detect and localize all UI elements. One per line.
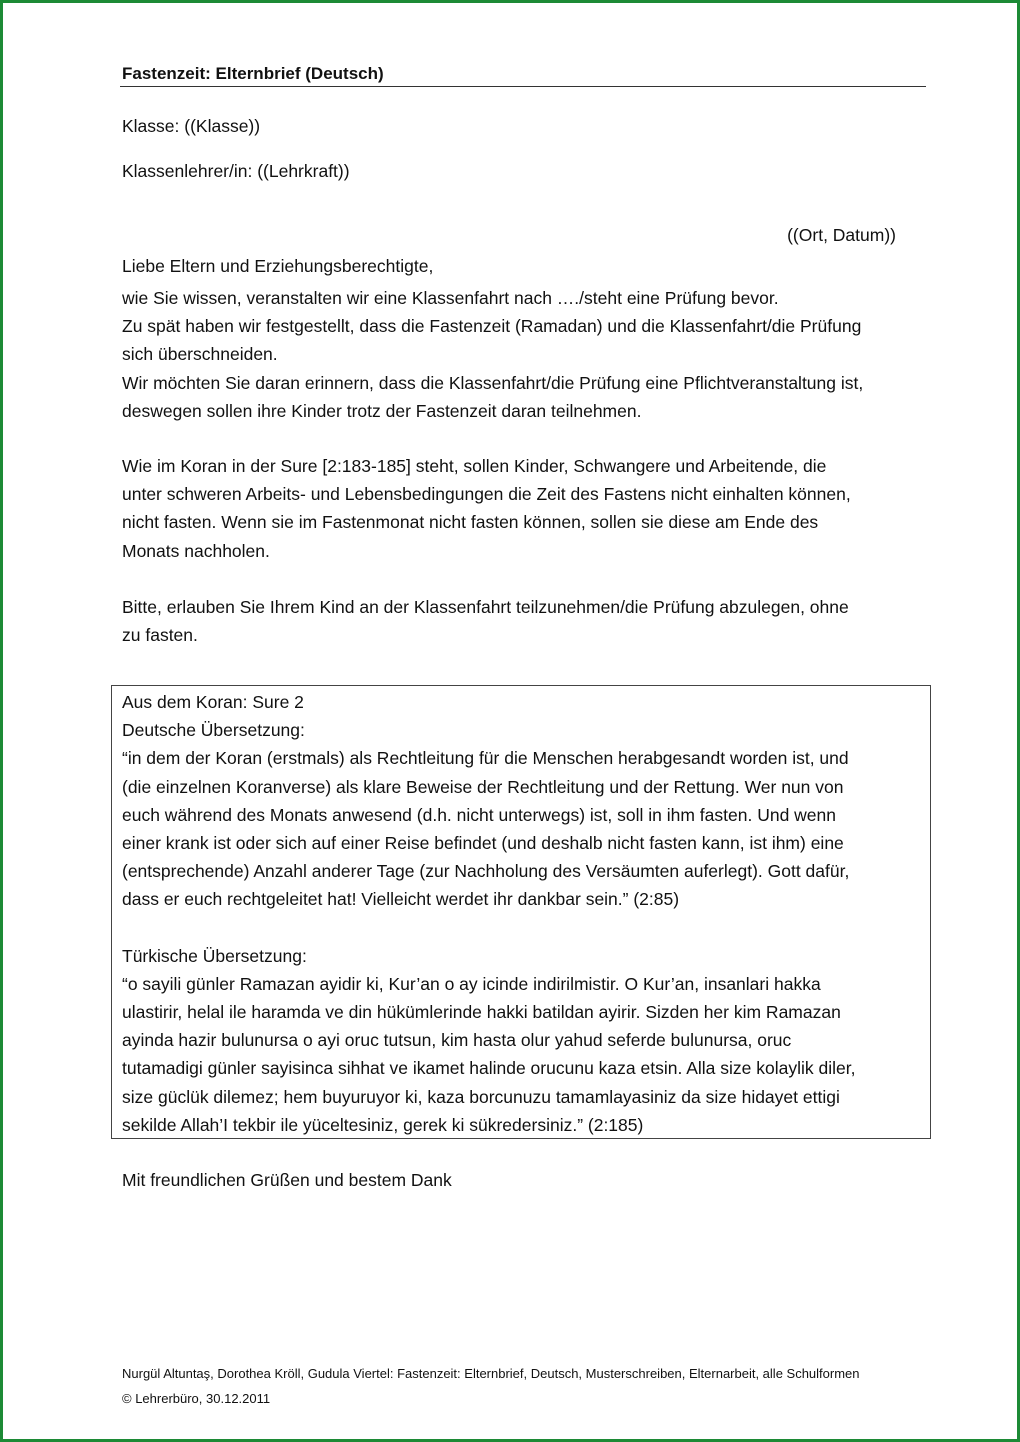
text-line: Monats nachholen.: [122, 540, 270, 561]
text-line: zu fasten.: [122, 625, 198, 646]
quote-heading: Aus dem Koran: Sure 2: [122, 692, 304, 712]
text-line: Bitte, erlauben Sie Ihrem Kind an der Klassenfahrt teilzunehmen/die Prüfung abzulegen, ohne: [122, 597, 849, 617]
spacer: [122, 914, 922, 942]
title-divider: [120, 86, 926, 87]
text-line: (entsprechende) Anzahl anderer Tage (zur Nachholung des Versäumten auferlegt). Gott dafür,: [122, 861, 850, 882]
text-line: einer krank ist oder sich auf einer Reise befindet (und deshalb nicht fasten kann, ist ihm) eine: [122, 833, 844, 854]
paragraph-1: [122, 284, 932, 425]
text-line: wie Sie wissen, veranstalten wir eine Klassenfahrt nach …./steht eine Prüfung bevor.: [122, 288, 779, 308]
text-line: ulastirir, helal ile haramda ve din hükümlerinde hakki batildan ayirir. Sizden her kim Ramazan: [122, 1002, 841, 1023]
text-line: unter schweren Arbeits- und Lebensbedingungen die Zeit des Fastens nicht einhalten können,: [122, 484, 851, 505]
turkish-translation-label: Türkische Übersetzung:: [122, 945, 307, 966]
paragraph-3: [122, 593, 932, 649]
class-field: Klasse: ((Klasse)): [122, 116, 261, 136]
text-line: deswegen sollen ihre Kinder trotz der Fastenzeit daran teilnehmen.: [122, 400, 642, 421]
paragraph-2: [122, 452, 932, 565]
text-line: tutamadigi günler sayisinca sihhat ve ikamet halinde orucunu kaza etsin. Alla size kolaylik diler,: [122, 1058, 856, 1079]
text-line: size güclük dilemez; hem buyuruyor ki, kaza borcunuzu tamamlayasiniz da size hidayet ettigi: [122, 1086, 840, 1107]
text-line: euch während des Monats anwesend (d.h. nicht unterwegs) ist, soll in ihm fasten. Und wenn: [122, 804, 836, 825]
text-line: “o sayili günler Ramazan ayidir ki, Kur’an o ay icinde indirilmistir. O Kur’an, insanlari hakka: [122, 973, 821, 994]
text-line: Zu spät haben wir festgestellt, dass die Fastenzeit (Ramadan) und die Klassenfahrt/die Prüfung: [122, 316, 862, 337]
german-translation-label: Deutsche Übersetzung:: [122, 720, 305, 741]
text-line: Wir möchten Sie daran erinnern, dass die Klassenfahrt/die Prüfung eine Pflichtveranstaltung ist,: [122, 372, 864, 393]
teacher-field: Klassenlehrer/in: ((Lehrkraft)): [122, 161, 350, 181]
text-line: Wie im Koran in der Sure [2:183-185] steht, sollen Kinder, Schwangere und Arbeitende, die: [122, 456, 827, 476]
closing: Mit freundlichen Grüßen und bestem Dank: [122, 1170, 452, 1190]
text-line: dass er euch rechtgeleitet hat! Vielleicht werdet ihr dankbar sein.” (2:85): [122, 889, 680, 910]
footer-copyright: © Lehrerbüro, 30.12.2011: [122, 1391, 271, 1406]
text-line: (die einzelnen Koranverse) als klare Beweise der Rechtleitung und der Rettung. Wer nun von: [122, 776, 844, 797]
text-line: sich überschneiden.: [122, 344, 278, 365]
text-line: nicht fasten. Wenn sie im Fastenmonat nicht fasten können, sollen sie diese am Ende des: [122, 512, 819, 533]
footer-authors: Nurgül Altuntaş, Dorothea Kröll, Gudula Viertel: Fastenzeit: Elternbrief, Deutsch, Musterschreiben, Elternarbeit, alle Schulformen: [122, 1366, 860, 1381]
place-date: ((Ort, Datum)): [787, 225, 896, 245]
salutation: Liebe Eltern und Erziehungsberechtigte,: [122, 256, 434, 276]
text-line: “in dem der Koran (erstmals) als Rechtleitung für die Menschen herabgesandt worden ist, und: [122, 748, 849, 769]
text-line: ayinda hazir bulunursa o ayi oruc tutsun, kim hasta olur yahud seferde bulunursa, oruc: [122, 1030, 792, 1051]
document-title: Fastenzeit: Elternbrief (Deutsch): [122, 64, 384, 83]
quran-quote-box: [111, 685, 931, 1139]
text-line: sekilde Allah’I tekbir ile yüceltesiniz, gerek ki sükredersiniz.” (2:185): [122, 1114, 644, 1135]
